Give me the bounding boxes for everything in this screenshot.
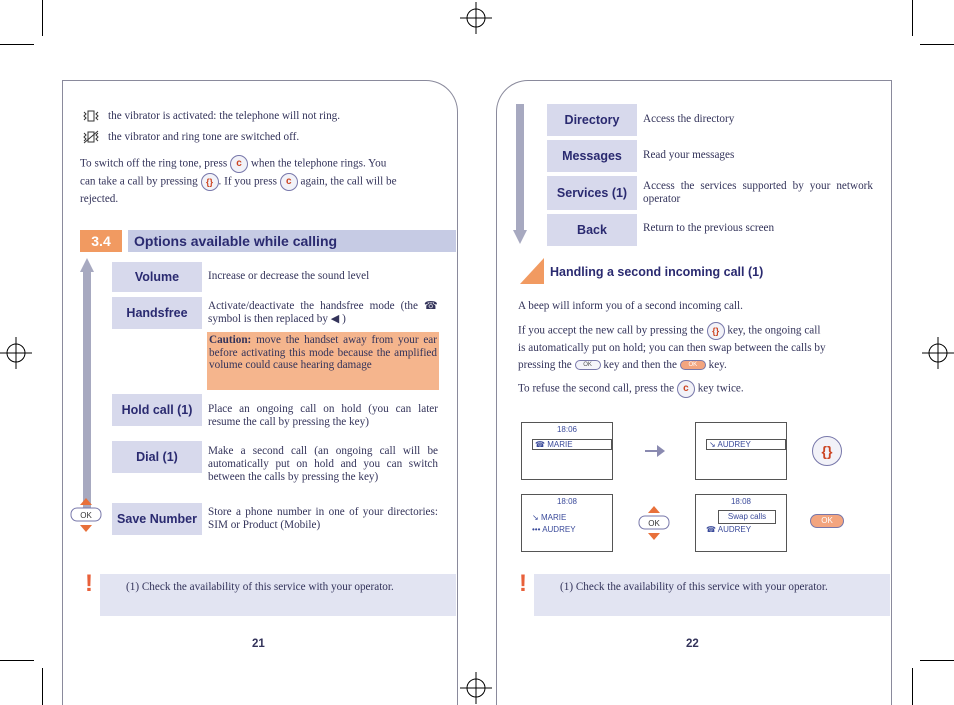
send-key-icon: {} [201, 173, 219, 191]
screen-row-2: ••• AUDREY [532, 525, 576, 534]
para-text: key and then the [603, 358, 677, 371]
registration-mark-icon [922, 337, 954, 369]
send-key-icon: {} [812, 436, 842, 466]
option-desc-handsfree: Activate/deactivate the handsfree mode (the ☎ symbol is then replaced by ◀ ) [208, 300, 438, 325]
option-label-volume: Volume [112, 262, 202, 292]
scroll-down-arrow-icon [513, 104, 527, 244]
send-key-icon: {} [707, 322, 725, 340]
option-desc-dial: Make a second call (an ongoing call will be automatically put on hold and you can switch between the calls by pressing the key) [208, 445, 438, 483]
registration-mark-icon [460, 672, 492, 704]
section-number: 3.4 [80, 230, 122, 252]
option-label-dial: Dial (1) [112, 441, 202, 473]
paragraph-refuse [518, 380, 874, 398]
para-text: when the telephone rings. You [250, 157, 387, 170]
option-desc-hold-call: Place an ongoing call on hold (you can later resume the call by pressing the key) [208, 403, 438, 428]
para-text: To switch off the ring tone, press [80, 157, 228, 170]
svg-text:OK: OK [80, 511, 92, 520]
warning-icon: ! [519, 570, 527, 597]
para-text: . If you press [218, 175, 277, 188]
section-title-second-call: Handling a second incoming call (1) [550, 265, 764, 279]
vibrator-line-2: the vibrator and ring tone are switched off. [108, 131, 300, 143]
note-text: (1) Check the availability of this service with your operator. [560, 581, 828, 593]
svg-text:OK: OK [648, 519, 660, 528]
crop-mark [920, 660, 954, 661]
para-text: pressing the [518, 358, 572, 371]
para-text: rejected. [80, 193, 119, 205]
section-title: Options available while calling [128, 230, 456, 252]
screen-caller-name: ☎ MARIE [532, 439, 612, 450]
scroll-up-arrow-icon [80, 258, 94, 508]
para-text: key, the ongoing call [727, 324, 821, 337]
registration-mark-icon [460, 2, 492, 34]
crop-mark [920, 44, 954, 45]
ok-key-icon: OK [575, 360, 601, 370]
para-text: key. [708, 358, 727, 371]
crop-mark [912, 668, 913, 705]
option-desc-save-number: Store a phone number in one of your directories: SIM or Product (Mobile) [208, 506, 438, 531]
note-text: (1) Check the availability of this service with your operator. [126, 581, 394, 593]
option-label-handsfree: Handsfree [112, 297, 202, 329]
para-text: again, the call will be [300, 175, 397, 188]
screen-time: 18:08 [730, 497, 752, 506]
phone-screen-hold [521, 494, 613, 552]
paragraph-beep: A beep will inform you of a second incoming call. [518, 300, 743, 312]
vibrator-off-icon [82, 129, 100, 145]
screen-time: 18:08 [556, 497, 578, 506]
screen-caller-name: ↘ AUDREY [706, 439, 786, 450]
crop-mark [42, 0, 43, 36]
para-text: key twice. [697, 382, 744, 395]
crop-mark [0, 660, 34, 661]
ok-key-orange-icon: OK [810, 514, 844, 528]
para-text: To refuse the second call, press the [518, 382, 675, 395]
phone-screen-second-call [695, 422, 787, 480]
para-text: can take a call by pressing [80, 175, 198, 188]
clear-key-icon: c [280, 173, 298, 191]
crop-mark [912, 0, 913, 36]
clear-key-icon: c [677, 380, 695, 398]
option-desc-back: Return to the previous screen [643, 222, 775, 234]
option-label-save-number: Save Number [112, 503, 202, 535]
crop-mark [0, 44, 34, 45]
caution-box [207, 332, 439, 390]
nav-ok-key [68, 497, 104, 538]
crop-mark [42, 668, 43, 705]
page-number: 21 [252, 638, 265, 650]
section-corner-icon [520, 258, 544, 284]
screen-row: ☎ AUDREY [706, 525, 752, 534]
option-desc-services: Access the services supported by your network operator [643, 180, 873, 205]
caution-label: Caution: [209, 334, 252, 346]
warning-icon: ! [85, 570, 93, 597]
page-number: 22 [686, 638, 699, 650]
arrow-right-icon [645, 444, 665, 458]
option-label-hold-call: Hold call (1) [112, 394, 202, 426]
option-label-services: Services (1) [547, 176, 637, 210]
option-label-directory: Directory [547, 104, 637, 136]
nav-key-icon [68, 497, 104, 533]
clear-key-icon: c [230, 155, 248, 173]
option-desc-messages: Read your messages [643, 149, 735, 161]
option-desc-directory: Access the directory [643, 113, 735, 125]
vibrator-icon [82, 108, 100, 124]
option-label-back: Back [547, 214, 637, 246]
nav-key-icon [636, 505, 672, 541]
para-text: is automatically put on hold; you can then swap between the calls by [518, 342, 826, 354]
paragraph-accept [518, 322, 874, 373]
ring-tone-paragraph [80, 155, 440, 208]
option-desc-volume: Increase or decrease the sound level [208, 270, 370, 282]
caution-text: move the handset away from your ear before activating this mode because the amplified volume could cause hearing damage [209, 334, 437, 371]
screen-time: 18:06 [556, 425, 578, 434]
para-text: If you accept the new call by pressing the [518, 324, 704, 337]
screen-row-1: ↘ MARIE [532, 513, 567, 522]
phone-screen-swap [695, 494, 787, 552]
option-label-messages: Messages [547, 140, 637, 172]
phone-screen-incoming [521, 422, 613, 480]
swap-calls-popup: Swap calls [718, 510, 776, 524]
ok-key-orange-icon: OK [680, 360, 706, 370]
registration-mark-icon [0, 337, 32, 369]
vibrator-line-1: the vibrator is activated: the telephone will not ring. [108, 110, 341, 122]
